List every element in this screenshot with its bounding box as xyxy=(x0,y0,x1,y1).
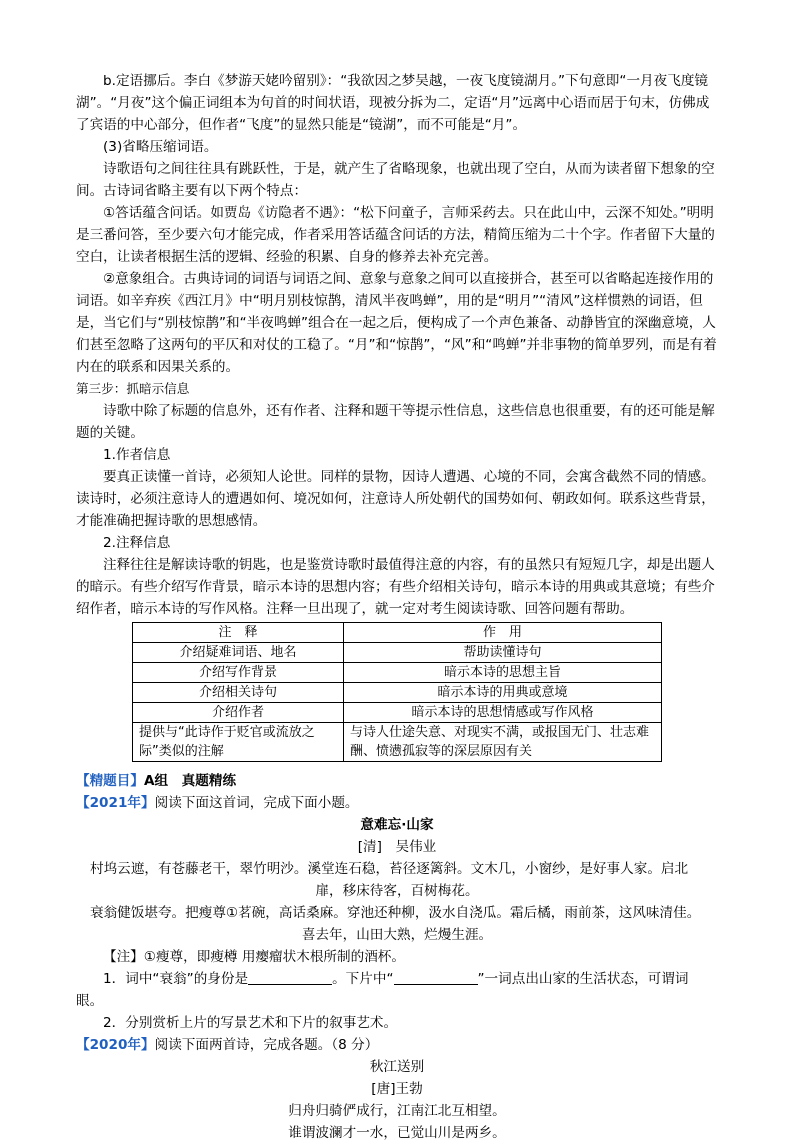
notes-function-table xyxy=(132,622,662,762)
paragraph-omission-intro: 诗歌语句之间往往具有跳跃性，于是，就产生了省略现象，也就出现了空白，从而为读者留下想象的空间。古诗词省略主要有以下两个特点： xyxy=(76,161,715,199)
poem-note-2021: 【注】①瘦尊，即瘦樽 用瘿瘤状木根所制的酒杯。 xyxy=(103,949,405,965)
paragraph-note-info: 注释往往是解读诗歌的钥匙，也是鉴赏诗歌时最值得注意的内容，有的虽然只有短短几字，却是出题人的暗示。有些介绍写作背景，暗示本诗的思想内容；有些介绍相关诗句，暗示本诗的用典或其意境；有些介绍作者，暗示本诗的写作风格。注释一旦出现了，就一定对考生阅读诗歌、回答问题有帮助。 xyxy=(76,557,715,617)
q2021-prompt-line xyxy=(76,792,718,814)
table-cell: 与诗人仕途失意、对现实不满，或报国无门、壮志难酬、愤懑孤寂等的深层原因有关 xyxy=(344,723,662,762)
heading-omission: (3)省略压缩词语。 xyxy=(103,139,218,155)
question-2: 2．分别赏析上片的写景艺术和下片的叙事艺术。 xyxy=(103,1015,398,1031)
poem-line: 谁谓波澜才一水，已觉山川是两乡。 xyxy=(288,1125,506,1141)
document-page xyxy=(76,70,718,1144)
poem-line: 归舟归骑俨成行，江南江北互相望。 xyxy=(288,1103,506,1119)
table-row xyxy=(133,703,662,723)
paragraph-b-postposed-attributive: b.定语挪后。李白《梦游天姥吟留别》：“我欲因之梦吴越，一夜飞度镜湖月。”下句意即“一月夜飞度镜湖”。“月夜”这个偏正词组本为句首的时间状语，现被分拆为二，定语“月”远离中心语而居于句末，仿佛成了宾语的中心部分，但作者“飞度”的显然只能是“镜湖”，而不可能是“月”。 xyxy=(76,73,710,133)
year-tag-2020: 【2020年】 xyxy=(76,1037,155,1053)
answer-blank[interactable] xyxy=(394,970,478,985)
poem-title-2020: 秋江送别 xyxy=(369,1059,425,1075)
q2020-prompt: 阅读下面两首诗，完成各题。（8 分） xyxy=(154,1037,379,1053)
table-row xyxy=(133,663,662,683)
section-tag: 【精题目】 xyxy=(76,773,144,789)
table-cell: 介绍作者 xyxy=(133,703,344,723)
poem-title-2021: 意难忘·山家 xyxy=(360,817,434,833)
poem-author-2020: [唐]王勃 xyxy=(371,1081,423,1097)
answer-blank[interactable] xyxy=(248,970,332,985)
table-cell: 提供与“此诗作于贬官或流放之际”类似的注解 xyxy=(133,723,344,762)
table-header-cell: 作 用 xyxy=(344,623,662,643)
table-header-cell: 注 释 xyxy=(133,623,344,643)
question-1: 1．词中“衰翁”的身份是 。下片中“ ”一词点出山家的生活状态，可谓词 xyxy=(103,971,689,987)
q2021-prompt: 阅读下面这首词，完成下面小题。 xyxy=(154,795,359,811)
step3-heading: 第三步：抓暗示信息 xyxy=(76,381,190,396)
step3-intro: 诗歌中除了标题的信息外，还有作者、注释和题干等提示性信息，这些信息也很重要，有的还可能是解题的关键。 xyxy=(76,403,715,441)
paragraph-answer-implies-question: ①答话蕴含问话。如贾岛《访隐者不遇》：“松下问童子，言师采药去。只在此山中，云深不知处。”明明是三番问答，至少要六句才能完成，作者采用答话蕴含问话的方法，精简压缩为二十个字。作者留下大量的空白，让读者根据生活的逻辑、经验的积累、自身的修养去补充完善。 xyxy=(76,205,715,265)
section-title: A组 真题精练 xyxy=(143,773,237,789)
poem-line: 扉，移床待客，百树梅花。 xyxy=(315,883,479,899)
table-cell: 暗示本诗的用典或意境 xyxy=(344,683,662,703)
q2020-prompt-line xyxy=(76,1034,718,1056)
table-cell: 介绍写作背景 xyxy=(133,663,344,683)
practice-section-heading xyxy=(76,770,718,792)
question-1-continued: 眼。 xyxy=(76,993,104,1009)
table-cell: 暗示本诗的思想主旨 xyxy=(344,663,662,683)
poem-line: 喜去年，山田大熟，烂熳生涯。 xyxy=(301,927,493,943)
poem-author-2021: [清] 吴伟业 xyxy=(357,839,437,855)
year-tag-2021: 【2021年】 xyxy=(76,795,155,811)
poem-line: 衰翁健饭堪夸。把瘦尊①茗碗，高话桑麻。穿池还种柳，汲水自浇瓜。霜后橘，雨前茶，这风味清佳。 xyxy=(90,905,701,921)
paragraph-image-combination: ②意象组合。古典诗词的词语与词语之间、意象与意象之间可以直接拼合，甚至可以省略起连接作用的词语。如辛弃疾《西江月》中“明月别枝惊鹊，清风半夜鸣蝉”，用的是“明月”“清风”这样惯熟的词语，但是，当它们与“别枝惊鹊”和“半夜鸣蝉”组合在一起之后，便构成了一个声色兼备、动静皆宜的深幽意境，人们甚至忽略了这两句的平仄和对仗的工稳了。“月”和“惊鹊”，“风”和“鸣蝉”并非事物的简单罗列，而是有着内在的联系和因果关系的。 xyxy=(76,271,717,375)
poem-line: 村坞云遮，有苍藤老干，翠竹明沙。溪堂连石稳，苔径逐篱斜。文木几，小窗纱，是好事人家。启北 xyxy=(90,861,689,877)
table-cell: 介绍疑难词语、地名 xyxy=(133,643,344,663)
table-cell: 介绍相关诗句 xyxy=(133,683,344,703)
table-header-row xyxy=(133,623,662,643)
paragraph-author-info: 要真正读懂一首诗，必须知人论世。同样的景物，因诗人遭遇、心境的不同，会寓含截然不同的情感。读诗时，必须注意诗人的遭遇如何、境况如何，注意诗人所处朝代的国势如何、朝政如何。联系这些背景，才能准确把握诗歌的思想感情。 xyxy=(76,469,715,529)
table-row xyxy=(133,643,662,663)
table-cell: 帮助读懂诗句 xyxy=(344,643,662,663)
table-row xyxy=(133,723,662,762)
table-cell: 暗示本诗的思想情感或写作风格 xyxy=(344,703,662,723)
heading-note-info: 2.注释信息 xyxy=(103,535,171,551)
heading-author-info: 1.作者信息 xyxy=(103,447,171,463)
table-row xyxy=(133,683,662,703)
